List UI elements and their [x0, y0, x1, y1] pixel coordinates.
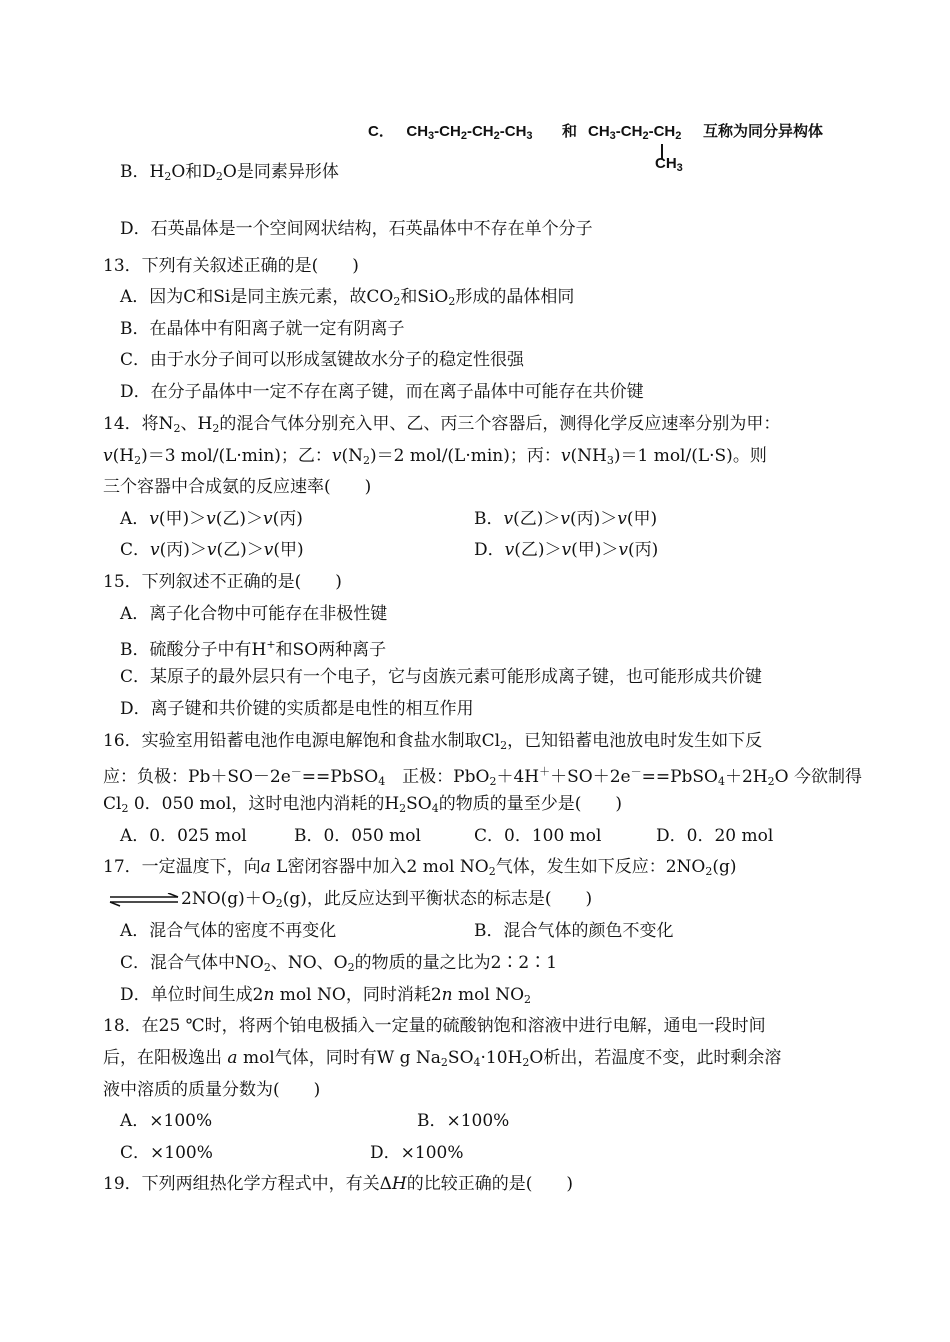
q16-option-a: A．0．025 mol: [120, 826, 247, 846]
q15-option-b: B．硫酸分子中有H+和SO两种离子: [120, 638, 387, 660]
q16-option-c: C．0．100 mol: [474, 826, 602, 846]
q17-option-c: C．混合气体中$NO_2$、NO、$O_2$的物质的量之比为2∶2∶1: [120, 953, 558, 974]
q18-line-2: 后，在阳极逸出 a mol气体，同时有W g $Na_2SO_4\cdot 10H_2O$析出，若温度不变，此时剩余溶: [103, 1048, 782, 1069]
butane-formula: $CH_3-CH_2-CH_2-CH_3$: [406, 123, 533, 142]
q14-line-1: 14．将$N_2$、$H_2$的混合气体分别充入甲、乙、丙三个容器后，测得化学反应速率分别为甲：: [103, 414, 781, 435]
q18-option-d: D．×100%: [370, 1143, 464, 1163]
q17-option-d: D．单位时间生成2n mol NO，同时消耗2n mol $NO_2$: [120, 985, 532, 1006]
q16-line-1: 16．实验室用铅蓄电池作电源电解饱和食盐水制取$Cl_2$，已知铅蓄电池放电时发生如下反: [103, 731, 763, 752]
q13-option-d: D．在分子晶体中一定不存在离子键，而在离子晶体中可能存在共价键: [120, 382, 644, 402]
q15-stem: 15．下列叙述不正确的是( ): [103, 572, 342, 592]
q16-option-d: D．0．20 mol: [656, 826, 774, 846]
q14-line-3: 三个容器中合成氨的反应速率( ): [103, 477, 372, 497]
q18-option-c: C．×100%: [120, 1143, 213, 1163]
q19-stem: 19．下列两组热化学方程式中，有关ΔH的比较正确的是( ): [103, 1174, 574, 1194]
q14-option-b: B．v(乙)＞v(丙)＞v(甲): [474, 509, 658, 529]
q17-option-b: B．混合气体的颜色不变化: [474, 921, 674, 941]
branched-formula: $CH_3-CH_2-CH_2$: [588, 123, 682, 142]
q16-line-3: $Cl_2$ 0．050 mol，这时电池内消耗的$H_2SO_4$的物质的量至少是( ): [103, 794, 623, 815]
q17-line-1: 17．一定温度下，向a L密闭容器中加入2 mol $NO_2$气体，发生如下反应：$2NO_2(g)$: [103, 857, 737, 878]
q12-option-b: B．$H_2O$和$D_2O$是同素异形体: [120, 162, 339, 183]
q18-option-a: A．×100%: [120, 1111, 213, 1131]
q13-stem: 13．下列有关叙述正确的是( ): [103, 256, 359, 276]
q15-option-a: A．离子化合物中可能存在非极性键: [120, 604, 388, 624]
q16-line-2: 应：负极：Pb＋SO－2e－==PbSO$_4$ 正极：$PbO_2+4H^++SO+2e^-==PbSO_4+2H_2O$ 今欲制得: [103, 765, 862, 788]
q15-option-d: D．离子键和共价键的实质都是电性的相互作用: [120, 699, 474, 719]
q14-line-2: $v(H_2)=3$ mol/(L·min)；乙：$v(N_2)=2$ mol/(L·min)；丙：$v(NH_3)=1$ mol/(L·S)。则: [103, 446, 767, 467]
q12-and: 和: [562, 123, 578, 140]
q17-option-a: A．混合气体的密度不再变化: [120, 921, 337, 941]
branch-methyl: $CH_3$: [655, 155, 683, 174]
q15-option-c: C．某原子的最外层只有一个电子，它与卤族元素可能形成离子键，也可能形成共价键: [120, 667, 763, 687]
q18-line-1: 18．在25 ℃时，将两个铂电极插入一定量的硫酸钠饱和溶液中进行电解，通电一段时间: [103, 1016, 766, 1036]
q17-line-2: $2NO(g)+O_2(g)$，此反应达到平衡状态的标志是( ): [181, 889, 593, 910]
q12-option-d: D．石英晶体是一个空间网状结构，石英晶体中不存在单个分子: [120, 219, 593, 239]
q18-option-b: B．×100%: [417, 1111, 510, 1131]
q13-option-c: C．由于水分子间可以形成氢键故水分子的稳定性很强: [120, 350, 525, 370]
q12-option-c: C． $CH_3-CH_2-CH_2-CH_3$: [368, 123, 533, 142]
q16-option-b: B．0．050 mol: [294, 826, 421, 846]
q14-option-a: A．v(甲)＞v(乙)＞v(丙): [120, 509, 303, 529]
q12-option-c-tail: 互称为同分异构体: [703, 123, 824, 140]
q14-option-d: D．v(乙)＞v(甲)＞v(丙): [474, 540, 659, 560]
equilibrium-arrow-icon: [108, 893, 180, 907]
q13-option-b: B．在晶体中有阳离子就一定有阴离子: [120, 319, 405, 339]
q13-option-a: A．因为C和Si是同主族元素，故$CO_2$和SiO$_2$形成的晶体相同: [120, 287, 575, 308]
q14-option-c: C．v(丙)＞v(乙)＞v(甲): [120, 540, 304, 560]
q18-line-3: 液中溶质的质量分数为( ): [103, 1080, 321, 1100]
